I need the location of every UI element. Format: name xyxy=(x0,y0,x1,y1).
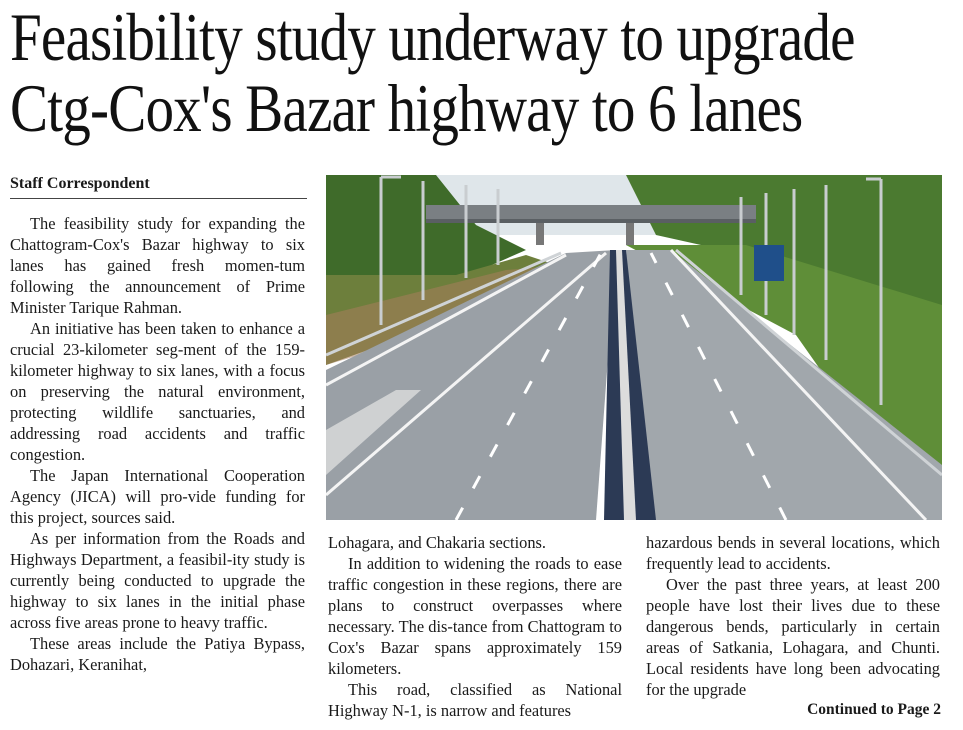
headline-line-1: Feasibility study underway to upgrade xyxy=(10,0,855,75)
byline-rule xyxy=(10,198,307,199)
continued-note: Continued to Page 2 xyxy=(807,701,941,718)
paragraph: As per information from the Roads and Highways Department, a feasibil-ity study is currently being conducted to upgrade the highway to six lanes in the initial phase across five areas prone to heavy traffic. xyxy=(10,529,305,632)
highway-photo-image xyxy=(326,175,942,520)
highway-photo xyxy=(326,175,942,520)
paragraph: An initiative has been taken to enhance a crucial 23-kilometer seg-ment of the 159-kilometer highway to six lanes, with a focus on preserving the natural environment, protecting wildlife sanctuaries, and addressing road accidents and traffic congestion. xyxy=(10,319,305,464)
article-column-2 xyxy=(328,532,622,721)
paragraph: hazardous bends in several locations, which frequently lead to accidents. xyxy=(646,533,940,573)
paragraph: This road, classified as National Highway N-1, is narrow and features xyxy=(328,680,622,720)
paragraph: In addition to widening the roads to ease traffic congestion in these regions, there are plans to construct overpasses where necessary. The dis-tance from Chattogram to Cox's Bazar spans approximately 159 kilometers. xyxy=(328,554,622,678)
paragraph: The Japan International Cooperation Agency (JICA) will pro-vide funding for this project, sources said. xyxy=(10,466,305,527)
headline-line-2: Ctg-Cox's Bazar highway to 6 lanes xyxy=(10,70,803,146)
article-column-1 xyxy=(10,213,305,675)
headline xyxy=(10,0,855,146)
byline: Staff Correspondent xyxy=(10,175,150,192)
paragraph: These areas include the Patiya Bypass, Dohazari, Keranihat, xyxy=(10,634,305,674)
paragraph: The feasibility study for expanding the Chattogram-Cox's Bazar highway to six lanes has gained fresh momen-tum following the announcement of Prime Minister Tarique Rahman. xyxy=(10,214,305,317)
article-column-3 xyxy=(646,532,940,700)
paragraph: Over the past three years, at least 200 people have lost their lives due to these dangerous bends, particularly in certain areas of Satkania, Lohagara, and Chunti. Local residents have long been advocating for the upgrade xyxy=(646,575,940,699)
paragraph: Lohagara, and Chakaria sections. xyxy=(328,533,547,552)
